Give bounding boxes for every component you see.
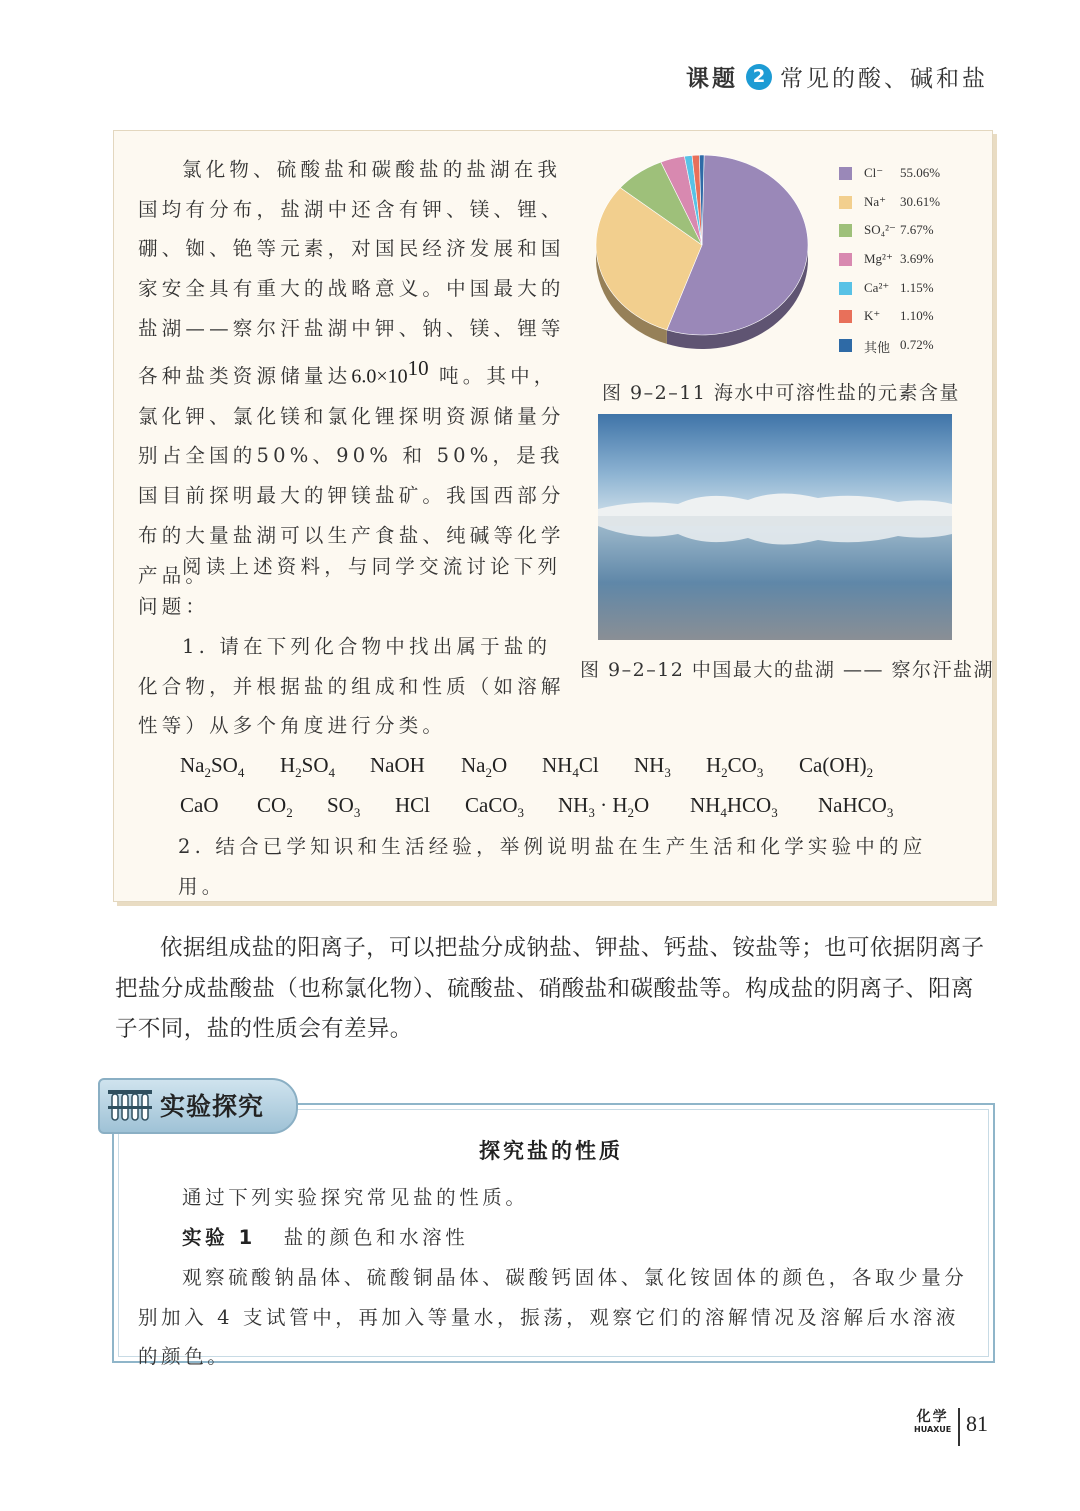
experiment-badge-label: 实验探究 bbox=[160, 1092, 265, 1121]
legend-label: SO₄²⁻ bbox=[864, 222, 896, 238]
reading-text: 氯化物、硫酸盐和碳酸盐的盐湖在我国均有分布，盐湖中还含有钾、镁、锂、硼、铷、铯等元素，对国民经济发展和国家安全具有重大的战略意义。中国最大的盐湖——察尔汗盐湖中钾、钠、镁、锂等各种盐类资源储量达 bbox=[138, 158, 565, 388]
legend-swatch bbox=[839, 310, 852, 323]
legend-value: 0.72% bbox=[900, 337, 934, 353]
formula: $CO_2$ bbox=[257, 793, 293, 821]
footer-subject-pinyin: HUAXUE bbox=[914, 1425, 952, 1434]
legend-item bbox=[836, 193, 966, 222]
footer-divider bbox=[958, 1408, 960, 1446]
formula: $NH_4HCO_3$ bbox=[690, 793, 778, 821]
legend-swatch bbox=[839, 167, 852, 180]
formula: NaHCO$_3$ bbox=[818, 793, 894, 821]
formula: CaO bbox=[180, 793, 219, 817]
legend-value: 3.69% bbox=[900, 251, 934, 267]
legend-label: K⁺ bbox=[864, 308, 881, 324]
legend-label: Mg²⁺ bbox=[864, 251, 893, 267]
reading-text-tail: 吨。其中，氯化钾、氯化镁和氯化锂探明资源储量分别占全国的50%、90% 和 50%，是我国目前探明最大的钾镁盐矿。我国西部分布的大量盐湖可以生产食盐、纯碱等化学产品。 bbox=[138, 364, 565, 587]
header-title: 常见的酸、碱和盐 bbox=[780, 66, 988, 92]
chart-legend bbox=[836, 164, 966, 365]
legend-value: 1.10% bbox=[900, 308, 934, 324]
experiment-1-heading bbox=[182, 1218, 468, 1258]
legend-swatch bbox=[839, 224, 852, 237]
legend-label: Cl⁻ bbox=[864, 165, 884, 180]
figure-caption-2: 图 9–2–12 中国最大的盐湖 —— 察尔汗盐湖 bbox=[580, 659, 995, 681]
legend-item bbox=[836, 307, 966, 336]
main-paragraph: 依据组成盐的阳离子，可以把盐分成钠盐、钾盐、钙盐、铵盐等；也可依据阴离子把盐分成盐酸盐（也称氯化物）、硫酸盐、硝酸盐和碳酸盐等。构成盐的阴离子、阳离子不同，盐的性质会有差异。 bbox=[115, 935, 985, 1042]
pie-chart bbox=[590, 150, 830, 370]
legend-swatch bbox=[839, 196, 852, 209]
header-number: 2 bbox=[746, 64, 772, 90]
formula: $Na_2O$ bbox=[461, 753, 508, 781]
formula: $H_2SO_4$ bbox=[280, 753, 336, 781]
legend-label: Ca²⁺ bbox=[864, 279, 890, 295]
figure-caption-1: 图 9–2–11 海水中可溶性盐的元素含量 bbox=[602, 382, 960, 404]
formula: HCl bbox=[395, 793, 431, 817]
header-prefix: 课题 bbox=[686, 66, 738, 92]
legend-value: 30.61% bbox=[900, 193, 941, 209]
legend-value: 7.67% bbox=[900, 222, 934, 238]
legend-item bbox=[836, 250, 966, 279]
reading-paragraph-2: 阅读上述资料，与同学交流讨论下列问题： bbox=[138, 555, 562, 618]
experiment-intro: 通过下列实验探究常见盐的性质。 bbox=[182, 1186, 529, 1209]
question-2: 2. 结合已学知识和生活经验，举例说明盐在生产生活和化学实验中的应用。 bbox=[178, 835, 927, 898]
legend-swatch bbox=[839, 339, 852, 352]
legend-item bbox=[836, 279, 966, 308]
legend-item bbox=[836, 336, 966, 365]
question-1: 1. 请在下列化合物中找出属于盐的化合物，并根据盐的组成和性质（如溶解性等）从多个角度进行分类。 bbox=[138, 635, 565, 738]
legend-value: 1.15% bbox=[900, 279, 934, 295]
formula: $SO_3$ bbox=[327, 793, 361, 821]
test-tubes-icon bbox=[106, 1084, 154, 1124]
footer-subject bbox=[914, 1410, 951, 1434]
page-header bbox=[686, 60, 988, 93]
formula: $NH_3$ bbox=[634, 753, 671, 781]
formula: $Na_2SO_4$ bbox=[180, 753, 245, 781]
legend-value: 55.06% bbox=[900, 165, 941, 180]
legend-item bbox=[836, 164, 966, 193]
page-number: 81 bbox=[966, 1411, 988, 1436]
formula: $Ca(OH)_2$ bbox=[799, 753, 874, 781]
legend-label: 其他 bbox=[864, 340, 891, 356]
formula: CaCO$_3$ bbox=[465, 793, 524, 821]
reserve-value: 6.0×10 bbox=[351, 365, 408, 388]
experiment-title: 探究盐的性质 bbox=[479, 1138, 623, 1163]
experiment-1-body: 观察硫酸钠晶体、硫酸铜晶体、碳酸钙固体、氯化铵固体的颜色，各取少量分别加入 4 支试管中，再加入等量水，振荡，观察它们的溶解情况及溶解后水溶液的颜色。 bbox=[138, 1266, 968, 1368]
legend-item bbox=[836, 221, 966, 250]
experiment-1-title: 盐的颜色和水溶性 bbox=[283, 1226, 469, 1249]
reading-paragraph-1 bbox=[138, 150, 573, 595]
formula: $NH_4Cl$ bbox=[542, 753, 599, 781]
experiment-1-label: 实验 1 bbox=[182, 1226, 256, 1249]
footer-subject-name: 化学 bbox=[916, 1409, 949, 1425]
salt-lake-photo bbox=[598, 414, 952, 640]
legend-swatch bbox=[839, 253, 852, 266]
formula: NaOH bbox=[370, 753, 425, 777]
legend-swatch bbox=[839, 282, 852, 295]
formula: $NH_3 \cdot H_2O$ bbox=[558, 793, 650, 821]
legend-label: Na⁺ bbox=[864, 193, 887, 209]
formula: $H_2CO_3$ bbox=[706, 753, 764, 781]
reserve-exponent: 10 bbox=[407, 355, 429, 380]
